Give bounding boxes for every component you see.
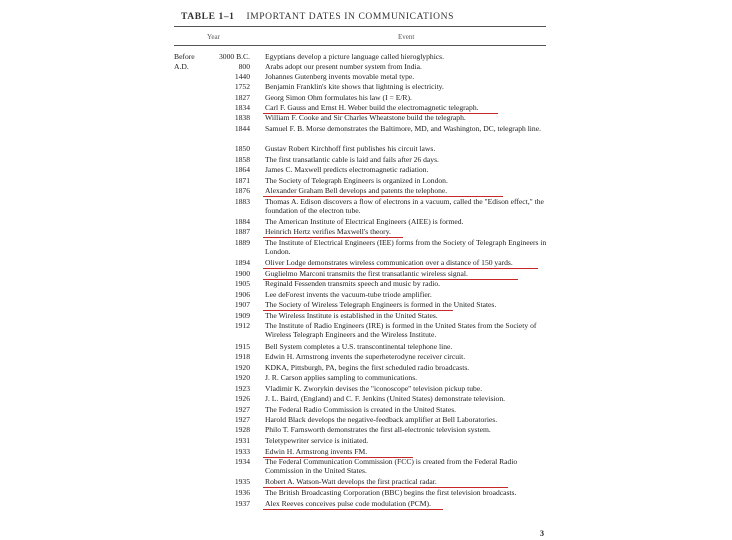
event-cell: KDKA, Pittsburgh, PA, begins the first scheduled radio broadcasts. (265, 363, 470, 372)
year-cell: 1905 (234, 279, 250, 288)
event-cell: J. L. Baird, (England) and C. F. Jenkins (United States) demonstrate television. (265, 394, 506, 403)
event-cell: Edwin H. Armstrong invents FM. (265, 447, 368, 456)
year-cell: 1918 (234, 352, 250, 361)
year-cell: 1935 (234, 477, 250, 486)
event-cell: Georg Simon Ohm formulates his law (I = E/R). (265, 93, 412, 102)
year-cell: 1864 (234, 165, 250, 174)
year-cell: 1850 (234, 144, 250, 153)
year-cell: 1923 (234, 384, 250, 393)
year-cell: 1871 (234, 176, 250, 185)
year-cell: 1752 (234, 82, 250, 91)
year-cell: 1936 (234, 488, 250, 497)
event-cell: The first transatlantic cable is laid and fails after 26 days. (265, 155, 439, 164)
event-cell: Egyptians develop a picture language called hieroglyphics. (265, 52, 445, 61)
year-cell: 1900 (234, 269, 250, 278)
year-cell: 1926 (234, 394, 250, 403)
red-underline-annotation (263, 509, 443, 510)
year-cell: 1844 (234, 124, 250, 133)
event-cell: Robert A. Watson-Watt develops the first practical radar. (265, 477, 437, 486)
year-cell: 1909 (234, 311, 250, 320)
event-cell: Alex Reeves conceives pulse code modulation (PCM). (265, 499, 431, 508)
year-cell: 1883 (234, 197, 250, 206)
event-cell: Lee deForest invents the vacuum-tube triode amplifier. (265, 290, 432, 299)
year-cell: 1927 (234, 415, 250, 424)
table-caption: IMPORTANT DATES IN COMMUNICATIONS (246, 12, 454, 22)
column-header-year: Year (207, 33, 220, 41)
event-cell: The Institute of Electrical Engineers (IEE) forms from the Society of Telegraph Engineers in London. (265, 238, 547, 257)
year-cell: 1931 (234, 436, 250, 445)
year-cell: 1440 (234, 72, 250, 81)
event-cell: Gustav Robert Kirchhoff first publishes his circuit laws. (265, 144, 436, 153)
event-cell: The Federal Radio Commission is created in the United States. (265, 405, 457, 414)
year-cell: 1927 (234, 405, 250, 414)
year-cell: 1912 (234, 321, 250, 330)
event-cell: Samuel F. B. Morse demonstrates the Baltimore, MD, and Washington, DC, telegraph line. (265, 124, 541, 133)
year-cell: 1928 (234, 425, 250, 434)
year-cell: 1937 (234, 499, 250, 508)
event-cell: Harold Black develops the negative-feedback amplifier at Bell Laboratories. (265, 415, 498, 424)
event-cell: James C. Maxwell predicts electromagnetic radiation. (265, 165, 429, 174)
event-cell: The Wireless Institute is established in the United States. (265, 311, 438, 320)
event-cell: The Institute of Radio Engineers (IRE) is formed in the United States from the Society of Wireless Telegraph Engineers and the Wireless Institute. (265, 321, 537, 340)
year-cell: 1933 (234, 447, 250, 456)
year-cell: 1915 (234, 342, 250, 351)
event-cell: William F. Cooke and Sir Charles Wheatstone build the telegraph. (265, 113, 466, 122)
event-cell: Oliver Lodge demonstrates wireless communication over a distance of 150 yards. (265, 258, 513, 267)
column-header-event: Event (398, 33, 415, 41)
event-cell: Alexander Graham Bell develops and patents the telephone. (265, 186, 448, 195)
year-cell: 1858 (234, 155, 250, 164)
event-cell: The Society of Telegraph Engineers is organized in London. (265, 176, 448, 185)
top-rule (174, 26, 546, 27)
event-cell: Carl F. Gauss and Ernst H. Weber build the electromagnetic telegraph. (265, 103, 479, 112)
year-cell: 1887 (234, 227, 250, 236)
year-cell: 1920 (234, 373, 250, 382)
event-cell: Teletypewriter service is initiated. (265, 436, 369, 445)
year-cell: 1920 (234, 363, 250, 372)
year-cell: 1838 (234, 113, 250, 122)
event-cell: The British Broadcasting Corporation (BBC) begins the first television broadcasts. (265, 488, 517, 497)
year-cell: 1889 (234, 238, 250, 247)
year-cell: 1884 (234, 217, 250, 226)
event-cell: The Federal Communication Commission (FCC) is created from the Federal Radio Commission in the United States. (265, 457, 518, 476)
era-label: Before (174, 52, 195, 61)
year-cell: 1827 (234, 93, 250, 102)
event-cell: Reginald Fessenden transmits speech and music by radio. (265, 279, 441, 288)
event-cell: The American Institute of Electrical Engineers (AIEE) is formed. (265, 217, 464, 226)
event-cell: Edwin H. Armstrong invents the superheterodyne receiver circuit. (265, 352, 466, 361)
page-number: 3 (540, 529, 544, 538)
table-title (181, 12, 454, 22)
year-cell: 1906 (234, 290, 250, 299)
year-cell: 3000 B.C. (218, 52, 250, 61)
year-cell: 1876 (234, 186, 250, 195)
event-cell: J. R. Carson applies sampling to communications. (265, 373, 418, 382)
header-rule (174, 45, 546, 46)
event-cell: The Society of Wireless Telegraph Engineers is formed in the United States. (265, 300, 497, 309)
event-cell: Arabs adopt our present number system from India. (265, 62, 422, 71)
event-cell: Vladimir K. Zworykin devises the "iconoscope" television pickup tube. (265, 384, 483, 393)
table-number: TABLE 1–1 (181, 12, 235, 22)
event-cell: Benjamin Franklin's kite shows that lightning is electricity. (265, 82, 444, 91)
year-cell: 1834 (234, 103, 250, 112)
event-cell: Guglielmo Marconi transmits the first transatlantic wireless signal. (265, 269, 468, 278)
era-label: A.D. (174, 62, 189, 71)
year-cell: 1907 (234, 300, 250, 309)
event-cell: Bell System completes a U.S. transcontinental telephone line. (265, 342, 453, 351)
year-cell: 1894 (234, 258, 250, 267)
event-cell: Heinrich Hertz verifies Maxwell's theory. (265, 227, 391, 236)
year-cell: 800 (238, 62, 250, 71)
event-cell: Thomas A. Edison discovers a flow of electrons in a vacuum, called the "Edison effect," the foundation of the electron tube. (265, 197, 544, 216)
event-cell: Johannes Gutenberg invents movable metal type. (265, 72, 415, 81)
year-cell: 1934 (234, 457, 250, 466)
event-cell: Philo T. Farnsworth demonstrates the first all-electronic television system. (265, 425, 491, 434)
